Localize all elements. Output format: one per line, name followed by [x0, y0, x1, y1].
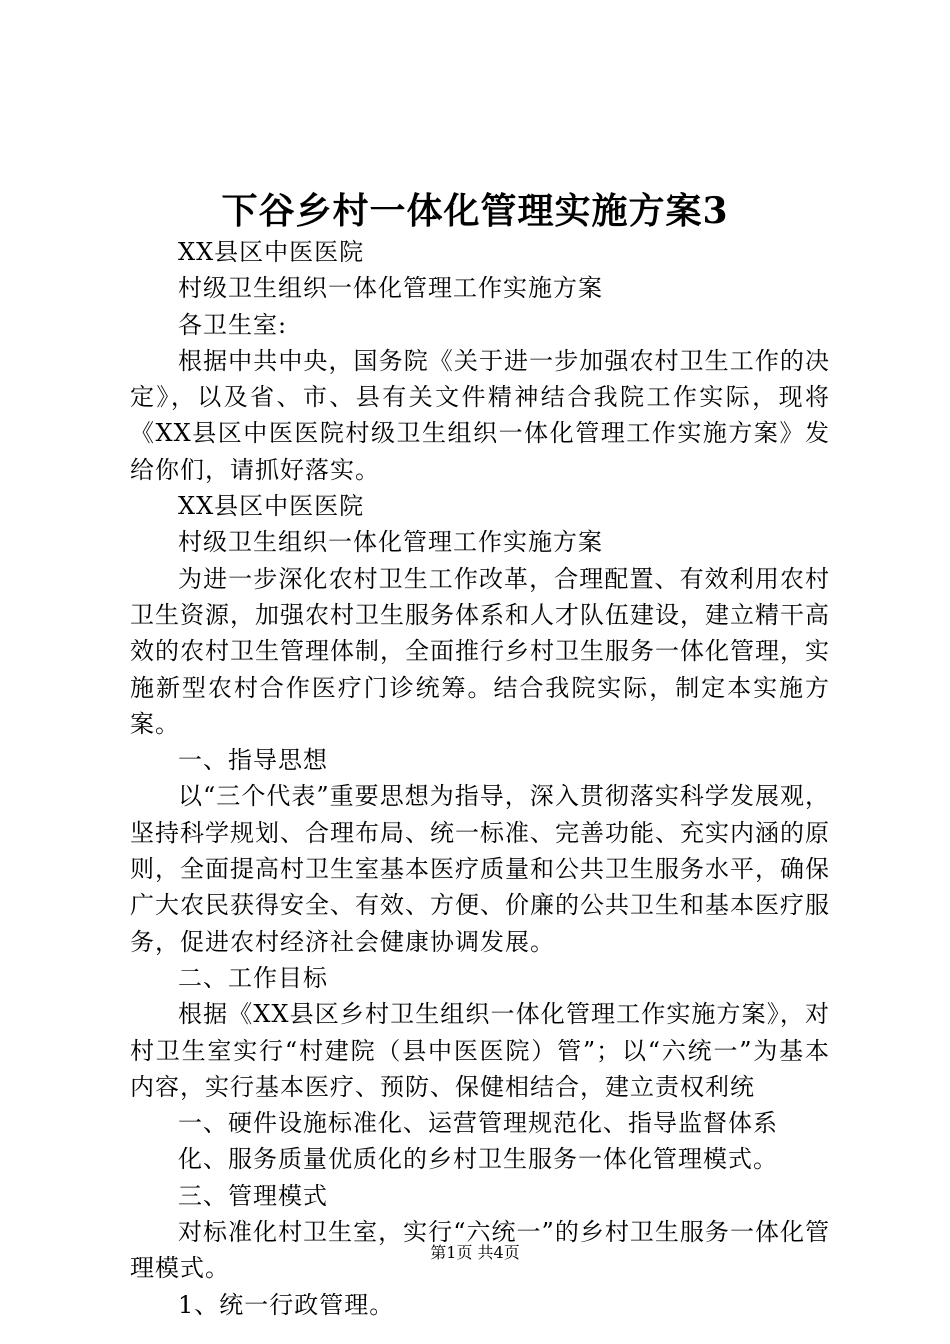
paragraph-intro: 为进一步深化农村卫生工作改革，合理配置、有效利用农村卫生资源，加强农村卫生服务体系和人才队伍建设，建立精干高效的农村卫生管理体制，全面推行乡村卫生服务一体化管理，实施新型农村合作医疗门诊统筹。结合我院实际，制定本实施方案。	[130, 564, 830, 738]
paragraph-notice: 根据中共中央，国务院《关于进一步加强农村卫生工作的决定》，以及省、市、县有关文件精神结合我院工作实际，现将《XX县区中医医院村级卫生组织一体化管理工作实施方案》发给你们，请抓好落实。	[130, 346, 830, 484]
paragraph-hospital-name-2: XX县区中医医院	[178, 492, 365, 521]
paragraph-work-goal: 根据《XX县区乡村卫生组织一体化管理工作实施方案》，对村卫生室实行“村建院（县中医医院）管”；以“六统一”为基本内容，实行基本医疗、预防、保健相结合，建立责权利统	[130, 1000, 830, 1101]
page-footer: 第1页 共4页	[430, 1243, 520, 1262]
section-heading-work-goal: 二、工作目标	[178, 963, 328, 992]
paragraph-plan-subtitle: 村级卫生组织一体化管理工作实施方案	[178, 274, 603, 303]
paragraph-salutation: 各卫生室:	[178, 310, 288, 339]
section-heading-management-mode: 三、管理模式	[178, 1181, 328, 1210]
section-heading-guiding-thought: 一、指导思想	[178, 746, 328, 775]
paragraph-standardization: 一、硬件设施标准化、运营管理规范化、指导监督体系	[178, 1109, 778, 1138]
document-body	[130, 234, 830, 1323]
document-title: 下谷乡村一体化管理实施方案3	[221, 190, 729, 232]
list-item-unified-admin: 1、统一行政管理。	[178, 1290, 395, 1319]
paragraph-management-mode: 对标准化村卫生室，实行“六统一”的乡村卫生服务一体化管理模式。	[130, 1218, 830, 1283]
paragraph-guiding-thought: 以“三个代表”重要思想为指导，深入贯彻落实科学发展观，坚持科学规划、合理布局、统一标准、完善功能、充实内涵的原则，全面提高村卫生室基本医疗质量和公共卫生服务水平，确保广大农民获得安全、有效、方便、价廉的公共卫生和基本医疗服务，促进农村经济社会健康协调发展。	[130, 782, 830, 956]
paragraph-management-model: 化、服务质量优质化的乡村卫生服务一体化管理模式。	[178, 1145, 778, 1174]
paragraph-plan-subtitle-2: 村级卫生组织一体化管理工作实施方案	[178, 528, 603, 557]
paragraph-hospital-name: XX县区中医医院	[178, 238, 365, 266]
